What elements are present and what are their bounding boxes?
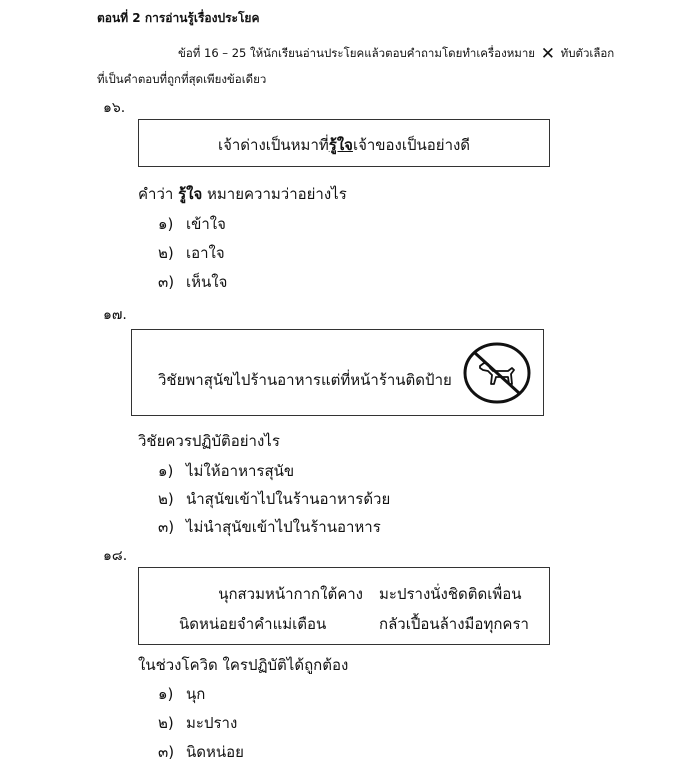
question-16-sentence-box (138, 119, 550, 167)
option-text: ไม่ให้อาหารสุนัข (186, 462, 295, 480)
question-18-option-2[interactable] (158, 711, 237, 735)
poem-line-2b: กลัวเปื้อนล้างมือทุกครา (379, 615, 529, 633)
question-number-18: ๑๘. (103, 548, 128, 564)
option-number: ๑) (158, 685, 174, 703)
option-number: ๒) (158, 244, 174, 262)
poem-line-2a: นิดหน่อยจำคำแม่เตือน (179, 615, 327, 633)
poem-line-1a: นุกสวมหน้ากากใต้คาง (218, 585, 363, 603)
option-number: ๒) (158, 490, 174, 508)
question-17-option-2[interactable] (158, 487, 390, 511)
question-18-option-3[interactable] (158, 740, 244, 764)
instructions-line-1 (178, 44, 614, 64)
option-text: เห็นใจ (186, 273, 228, 291)
option-number: ๓) (158, 518, 175, 536)
prompt-part: หมายความว่าอย่างไร (202, 185, 347, 203)
instructions-line-2: ที่เป็นคำตอบที่ถูกที่สุดเพียงข้อเดียว (97, 72, 267, 86)
option-number: ๓) (158, 743, 175, 761)
prompt-part: คำว่า (138, 185, 179, 203)
question-16-option-3[interactable] (158, 270, 227, 294)
question-17-sentence-box (131, 329, 544, 416)
option-text: นำสุนัขเข้าไปในร้านอาหารด้วย (186, 490, 391, 508)
question-18-option-1[interactable] (158, 682, 205, 706)
question-16-prompt (138, 182, 347, 206)
question-17-sentence: วิชัยพาสุนัขไปร้านอาหารแต่ที่หน้าร้านติดป้าย (158, 371, 452, 389)
option-text: ไม่นำสุนัขเข้าไปในร้านอาหาร (186, 518, 381, 536)
no-dogs-sign-icon (462, 341, 532, 405)
instructions-text: ข้อที่ 16 – 25 ให้นักเรียนอ่านประโยคแล้วตอบคำถามโดยทำเครื่องหมาย (178, 46, 536, 60)
option-text: นุก (186, 685, 206, 703)
key-word: รู้ใจ (328, 136, 353, 154)
instructions-text-end: ทับตัวเลือก (560, 46, 615, 60)
question-18-poem-box (138, 567, 550, 645)
option-number: ๑) (158, 462, 174, 480)
option-number: ๓) (158, 273, 175, 291)
question-number-17: ๑๗. (103, 307, 127, 323)
question-17-prompt: วิชัยควรปฏิบัติอย่างไร (138, 432, 280, 450)
question-18-prompt: ในช่วงโควิด ใครปฏิบัติได้ถูกต้อง (138, 656, 349, 674)
poem-line-1b: มะปรางนั่งชิดติดเพื่อน (379, 585, 522, 603)
question-17-option-3[interactable] (158, 515, 381, 539)
option-text: เข้าใจ (186, 215, 226, 233)
option-text: มะปราง (186, 714, 238, 732)
option-text: นิดหน่อย (186, 743, 244, 761)
question-number-16: ๑๖. (103, 100, 126, 116)
question-16-option-2[interactable] (158, 241, 225, 265)
prompt-key-word: รู้ใจ (178, 185, 203, 203)
option-text: เอาใจ (186, 244, 225, 262)
cross-mark-icon: ✕ (540, 44, 555, 64)
sentence-part: เจ้าด่างเป็นหมาที่ (217, 136, 329, 154)
question-16-sentence (139, 133, 549, 157)
sentence-part: เจ้าของเป็นอย่างดี (352, 136, 471, 154)
section-title: ตอนที่ 2 การอ่านรู้เรื่องประโยค (97, 11, 260, 25)
option-number: ๑) (158, 215, 174, 233)
option-number: ๒) (158, 714, 174, 732)
question-17-option-1[interactable] (158, 459, 294, 483)
question-16-option-1[interactable] (158, 212, 226, 236)
